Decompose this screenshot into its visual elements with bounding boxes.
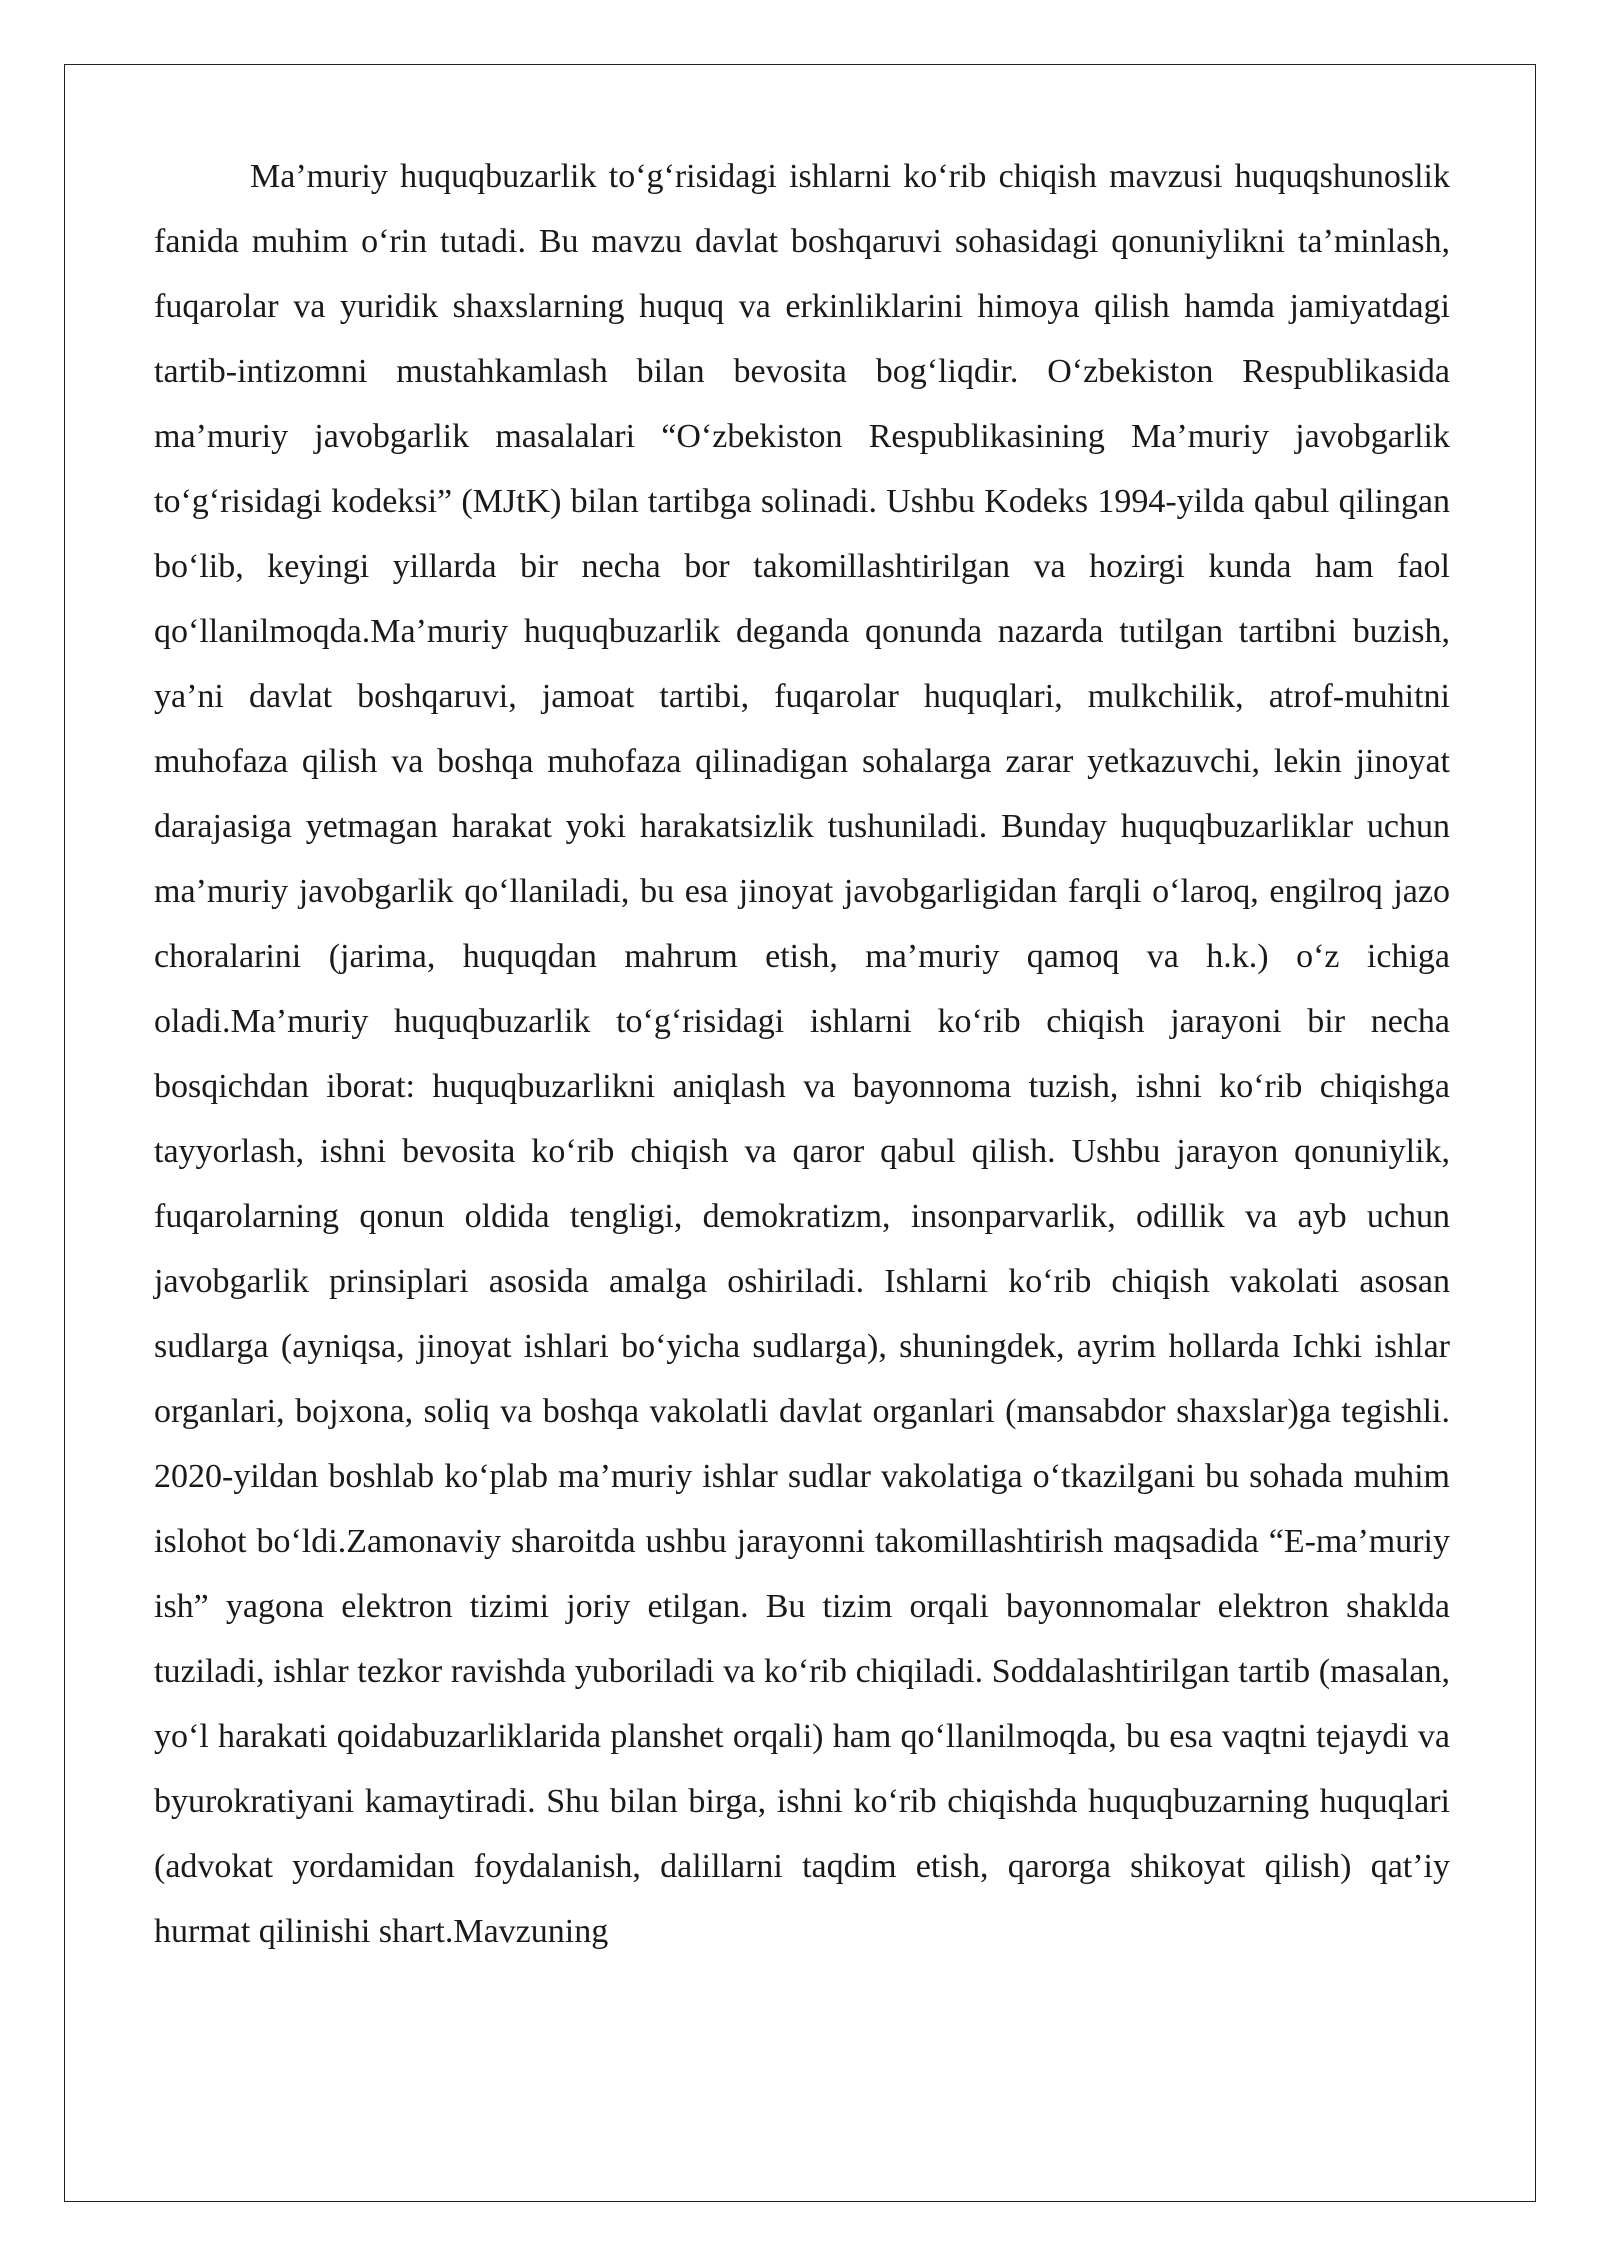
document-body [154,144,1450,1964]
body-paragraph: Ma’muriy huquqbuzarlik to‘g‘risidagi ishlarni ko‘rib chiqish mavzusi huquqshunoslik fanida muhim o‘rin tutadi. Bu mavzu davlat boshqaruvi sohasidagi qonuniylikni ta’minlash, fuqarolar va yuridik shaxslarning huquq va erkinliklarini himoya qilish hamda jamiyatdagi tartib-intizomni mustahkamlash bilan bevosita bog‘liqdir. O‘zbekiston Respublikasida ma’muriy javobgarlik masalalari “O‘zbekiston Respublikasining Ma’muriy javobgarlik to‘g‘risidagi kodeksi” (MJtK) bilan tartibga solinadi. Ushbu Kodeks 1994-yilda qabul qilingan bo‘lib, keyingi yillarda bir necha bor takomillashtirilgan va hozirgi kunda ham faol qo‘llanilmoqda.Ma’muriy huquqbuzarlik deganda qonunda nazarda tutilgan tartibni buzish, ya’ni davlat boshqaruvi, jamoat tartibi, fuqarolar huquqlari, mulkchilik, atrof-muhitni muhofaza qilish va boshqa muhofaza qilinadigan sohalarga zarar yetkazuvchi, lekin jinoyat darajasiga yetmagan harakat yoki harakatsizlik tushuniladi. Bunday huquqbuzarliklar uchun ma’muriy javobgarlik qo‘llaniladi, bu esa jinoyat javobgarligidan farqli o‘laroq, engilroq jazo choralarini (jarima, huquqdan mahrum etish, ma’muriy qamoq va h.k.) o‘z ichiga oladi.Ma’muriy huquqbuzarlik to‘g‘risidagi ishlarni ko‘rib chiqish jarayoni bir necha bosqichdan iborat: huquqbuzarlikni aniqlash va bayonnoma tuzish, ishni ko‘rib chiqishga tayyorlash, ishni bevosita ko‘rib chiqish va qaror qabul qilish. Ushbu jarayon qonuniylik, fuqarolarning qonun oldida tengligi, demokratizm, insonparvarlik, odillik va ayb uchun javobgarlik prinsiplari asosida amalga oshiriladi. Ishlarni ko‘rib chiqish vakolati asosan sudlarga (ayniqsa, jinoyat ishlari bo‘yicha sudlarga), shuningdek, ayrim hollarda Ichki ishlar organlari, bojxona, soliq va boshqa vakolatli davlat organlari (mansabdor shaxslar)ga tegishli. 2020-yildan boshlab ko‘plab ma’muriy ishlar sudlar vakolatiga o‘tkazilgani bu sohada muhim islohot bo‘ldi.Zamonaviy sharoitda ushbu jarayonni takomillashtirish maqsadida “E-ma’muriy ish” yagona elektron tizimi joriy etilgan. Bu tizim orqali bayonnomalar elektron shaklda tuziladi, ishlar tezkor ravishda yuboriladi va ko‘rib chiqiladi. Soddalashtirilgan tartib (masalan, yo‘l harakati qoidabuzarliklarida planshet orqali) ham qo‘llanilmoqda, bu esa vaqtni tejaydi va byurokratiyani kamaytiradi. Shu bilan birga, ishni ko‘rib chiqishda huquqbuzarning huquqlari (advokat yordamidan foydalanish, dalillarni taqdim etish, qarorga shikoyat qilish) qat’iy hurmat qilinishi shart.Mavzuning [154,158,1450,1950]
